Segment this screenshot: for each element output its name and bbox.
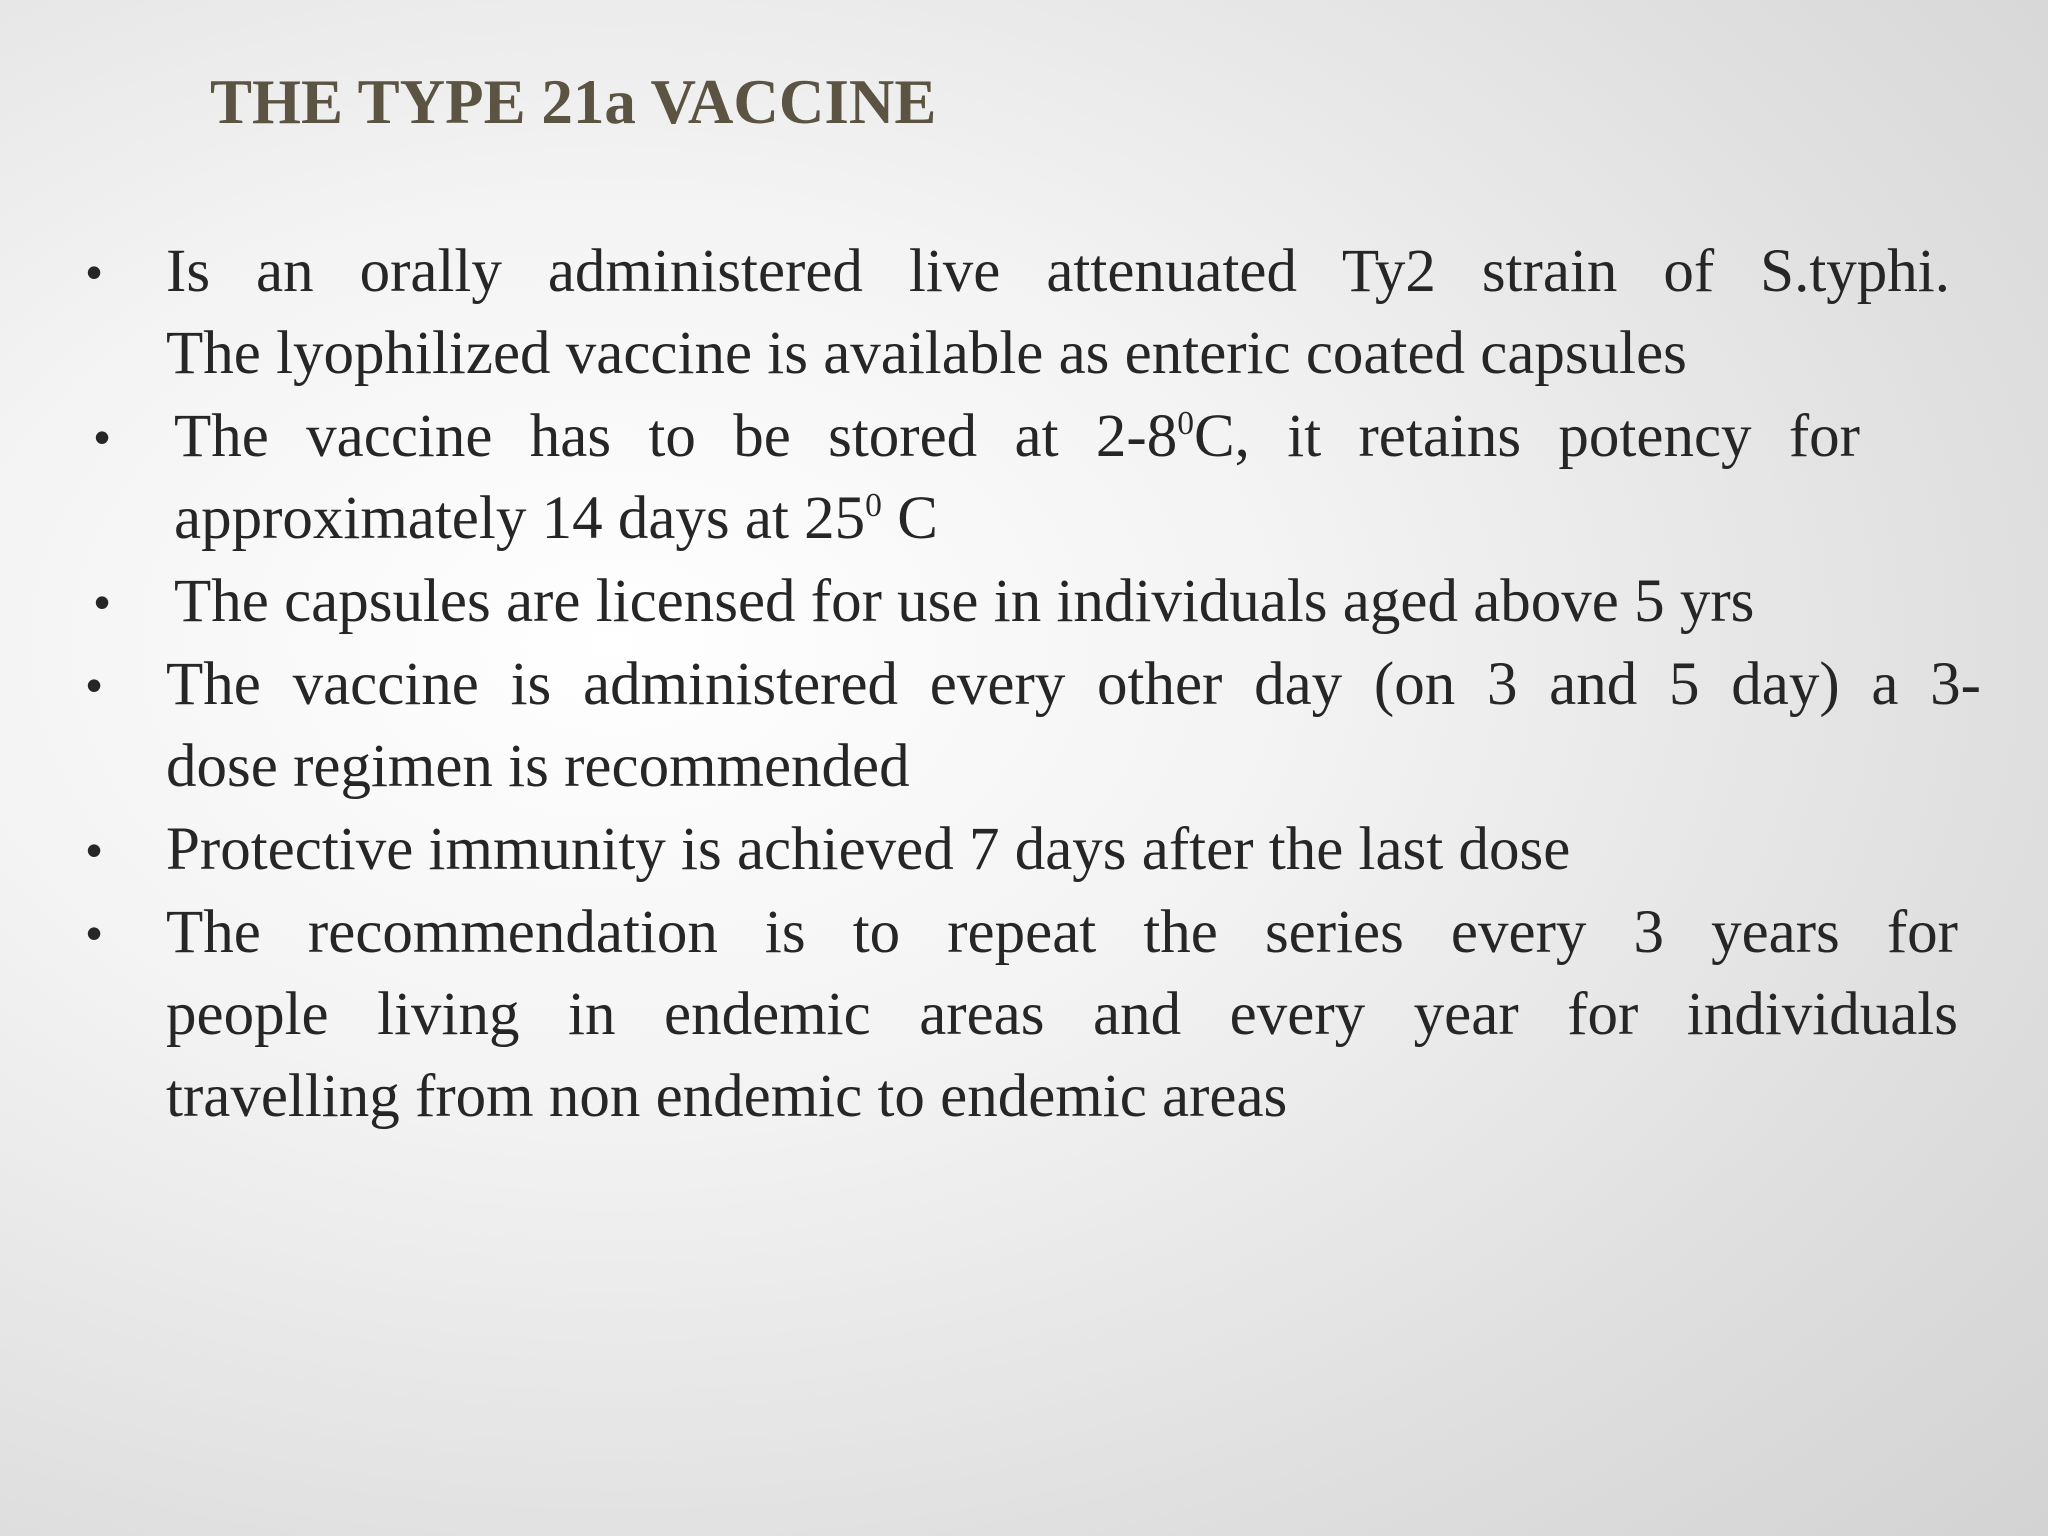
superscript: 0	[865, 487, 882, 525]
bullet-text-line: The lyophilized vaccine is available as enteric coated capsules	[166, 320, 1687, 387]
bullet-point: •	[86, 907, 103, 959]
text-segment: The vaccine has to be stored at 2-8	[174, 403, 1178, 470]
bullet-item-administration	[86, 644, 1981, 808]
superscript: 0	[1177, 405, 1194, 443]
bullet-item-recommendation	[86, 892, 1958, 1138]
bullet-text-line: The vaccine is administered every other day (on 3 and 5 day) a 3-	[166, 651, 1981, 718]
bullet-item-immunity	[86, 809, 1946, 891]
text-segment: C, it retains potency for	[1193, 403, 1860, 470]
bullet-text-line	[174, 478, 1860, 560]
slide-title: THE TYPE 21a VACCINE	[210, 67, 937, 137]
bullet-item-oral-vaccine	[86, 231, 1950, 395]
bullet-text-line: Is an orally administered live attenuated Ty2 strain of S.typhi.	[166, 238, 1950, 305]
bullet-text-line: The capsules are licensed for use in individuals aged above 5 yrs	[174, 568, 1755, 635]
bullet-item-license	[94, 561, 1954, 643]
bullet-point: •	[94, 411, 111, 463]
bullet-point: •	[86, 246, 103, 298]
bullet-text-line: travelling from non endemic to endemic areas	[166, 1063, 1288, 1130]
bullet-item-storage	[94, 396, 1860, 560]
bullet-text-line: Protective immunity is achieved 7 days after the last dose	[166, 816, 1571, 883]
bullet-text-line	[174, 396, 1860, 478]
bullet-text-line: dose regimen is recommended	[166, 733, 910, 800]
text-segment: C	[881, 485, 938, 552]
text-segment: approximately 14 days at 25	[174, 485, 866, 552]
bullet-point: •	[86, 824, 103, 876]
bullet-text-line: The recommendation is to repeat the series every 3 years for	[166, 899, 1958, 966]
bullet-point: •	[94, 576, 111, 628]
bullet-text-line: people living in endemic areas and every year for individuals	[166, 981, 1958, 1048]
bullet-point: •	[86, 659, 103, 711]
